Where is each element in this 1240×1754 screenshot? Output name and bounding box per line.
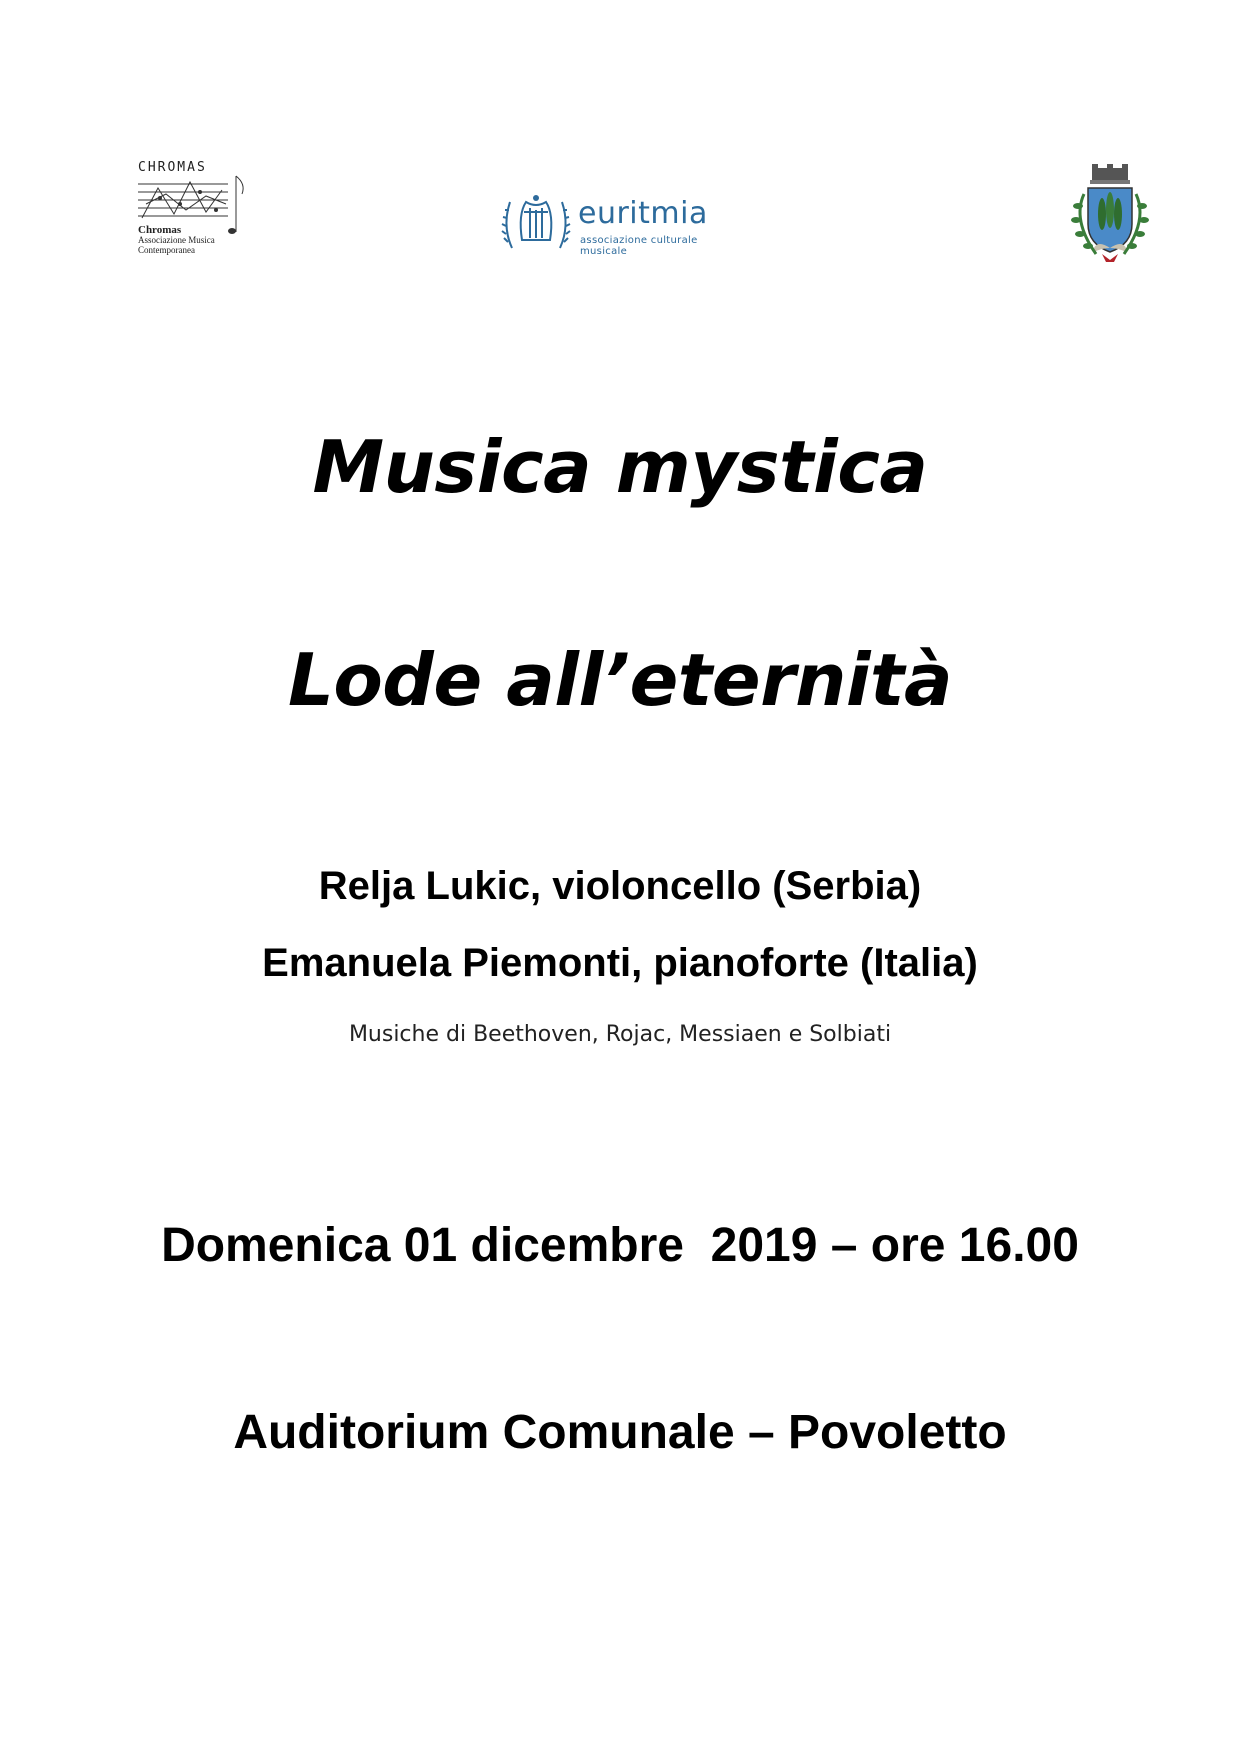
chromas-brand: CHROMAS [138, 160, 207, 175]
lyre-icon [500, 192, 572, 254]
euritmia-wordmark: euritmia [578, 196, 708, 231]
euritmia-logo [500, 192, 740, 257]
chromas-name: Chromas [138, 224, 182, 236]
chromas-line2: Contemporanea [138, 245, 195, 255]
event-title: Musica mystica [312, 425, 928, 509]
chromas-logo [136, 160, 256, 260]
event-subtitle: Lode all’eternità [287, 638, 953, 722]
chromas-line1: Associazione Musica [138, 235, 215, 245]
municipal-coat-of-arms-icon [1064, 164, 1156, 264]
euritmia-tagline: associazione culturale musicale [580, 235, 698, 257]
performer-pianist: Emanuela Piemonti, pianoforte (Italia) [262, 941, 978, 985]
event-venue: Auditorium Comunale – Povoletto [233, 1406, 1007, 1459]
program-note: Musiche di Beethoven, Rojac, Messiaen e Solbiati [348, 1022, 892, 1047]
event-date-time: Domenica 01 dicembre 2019 – ore 16.00 [161, 1219, 1079, 1272]
performer-cellist: Relja Lukic, violoncello (Serbia) [318, 864, 922, 908]
